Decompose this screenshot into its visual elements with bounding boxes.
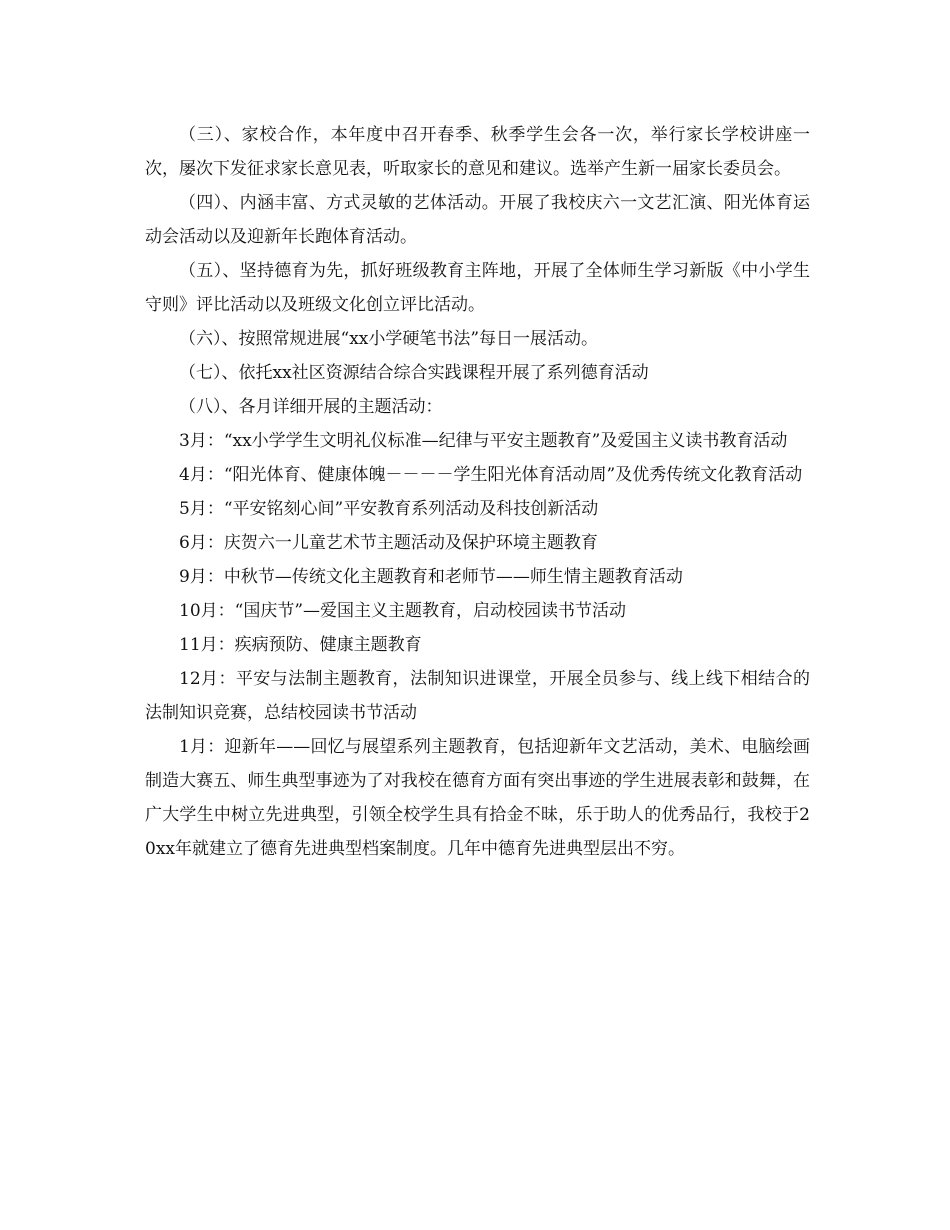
paragraph-arts-sports-activities: （四）、内涵丰富、方式灵敏的艺体活动。开展了我校庆六一文艺汇演、阳光体育运动会活动以及迎新年长跑体育活动。 xyxy=(145,193,810,247)
paragraph-month-december: 12月：平安与法制主题教育，法制知识进课堂，开展全员参与、线上线下相结合的法制知识竞赛，总结校园读书节活动 xyxy=(145,669,810,723)
paragraph-moral-education-first: （五）、坚持德育为先，抓好班级教育主阵地，开展了全体师生学习新版《中小学生守则》评比活动以及班级文化创立评比活动。 xyxy=(145,261,810,315)
paragraph-month-march: 3月：“xx小学学生文明礼仪标准—纪律与平安主题教育”及爱国主义读书教育活动 xyxy=(179,431,788,451)
paragraph-community-resources: （七）、依托xx社区资源结合综合实践课程开展了系列德育活动 xyxy=(179,363,649,383)
paragraph-month-may: 5月：“平安铭刻心间”平安教育系列活动及科技创新活动 xyxy=(179,499,599,519)
document-body xyxy=(145,118,810,866)
paragraph-month-april: 4月：“阳光体育、健康体魄－－－－学生阳光体育活动周”及优秀传统文化教育活动 xyxy=(179,465,803,485)
paragraph-month-june: 6月：庆贺六一儿童艺术节主题活动及保护环境主题教育 xyxy=(179,533,598,553)
paragraph-month-november: 11月：疾病预防、健康主题教育 xyxy=(179,635,422,655)
paragraph-calligraphy-display: （六）、按照常规进展“xx小学硬笔书法”每日一展活动。 xyxy=(179,329,599,349)
paragraph-month-october: 10月：“国庆节”—爱国主义主题教育，启动校园读书节活动 xyxy=(179,601,627,621)
paragraph-family-school-cooperation: （三）、家校合作，本年度中召开春季、秋季学生会各一次，举行家长学校讲座一次，屡次下发征求家长意见表，听取家长的意见和建议。选举产生新一届家长委员会。 xyxy=(145,125,810,179)
paragraph-month-january: 1月：迎新年——回忆与展望系列主题教育，包括迎新年文艺活动，美术、电脑绘画制造大赛五、师生典型事迹为了对我校在德育方面有突出事迹的学生进展表彰和鼓舞，在广大学生中树立先进典型，引领全校学生具有拾金不昧，乐于助人的优秀品行，我校于20xx年就建立了德育先进典型档案制度。几年中德育先进典型层出不穷。 xyxy=(145,737,810,859)
paragraph-month-september: 9月：中秋节—传统文化主题教育和老师节——师生情主题教育活动 xyxy=(179,567,683,587)
paragraph-monthly-themes-heading: （八）、各月详细开展的主题活动： xyxy=(179,397,443,417)
